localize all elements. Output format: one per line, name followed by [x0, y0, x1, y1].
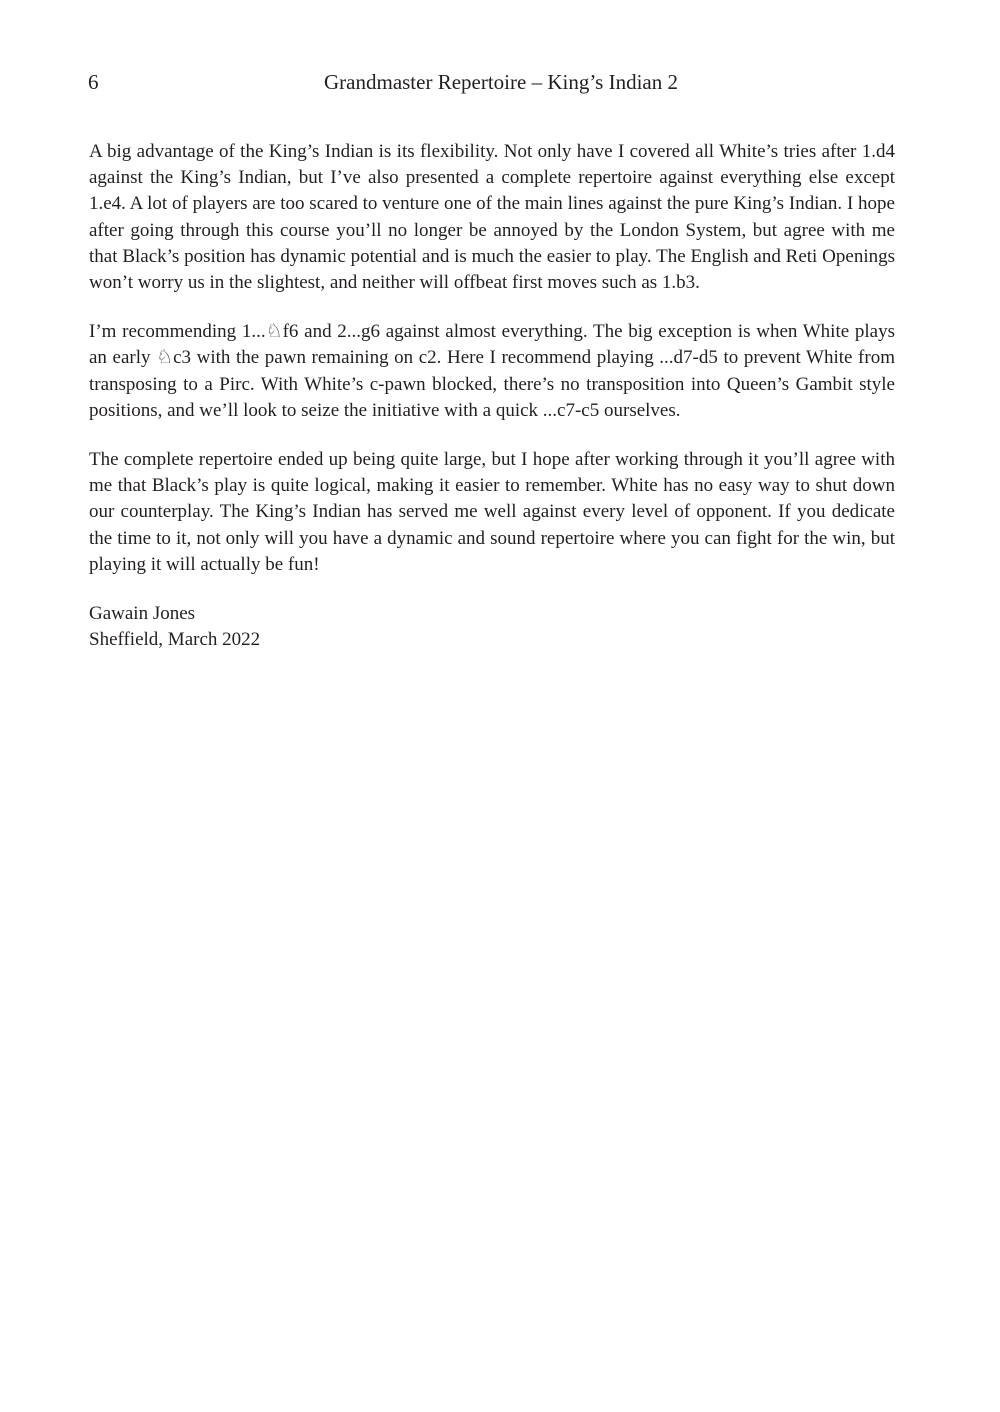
author-name: Gawain Jones [89, 603, 196, 625]
page-header [88, 70, 894, 102]
paragraph-recommendation: I’m recommending 1...♘f6 and 2...g6 against almost everything. The big exception is when White plays an early ♘c3 with the pawn remaining on c2. Here I recommend playing ...d7-d5 to prevent White from transposing to a Pirc. With White’s c-pawn blocked, there’s no transposition into Queen’s Gambit style positions, and we’ll look to seize the initiative with a quick ...c7-c5 ourselves. [89, 321, 895, 421]
paragraph-flexibility: A big advantage of the King’s Indian is its flexibility. Not only have I covered all White’s tries after 1.d4 against the King’s Indian, but I’ve also presented a complete repertoire against everything else except 1.e4. A lot of players are too scared to venture one of the main lines against the pure King’s Indian. I hope after going through this course you’ll no longer be annoyed by the London System, but agree with me that Black’s position has dynamic potential and is much the easier to play. The English and Reti Openings won’t worry us in the slightest, and neither will offbeat first moves such as 1.b3. [89, 141, 895, 294]
body-text [89, 139, 895, 653]
place-date: Sheffield, March 2022 [89, 629, 261, 651]
paragraph-conclusion: The complete repertoire ended up being quite large, but I hope after working through it you’ll agree with me that Black’s play is quite logical, making it easier to remember. White has no easy way to shut down our counterplay. The King’s Indian has served me well against every level of opponent. If you dedicate the time to it, not only will you have a dynamic and sound repertoire where you can fight for the win, but playing it will actually be fun! [89, 449, 895, 575]
running-title: Grandmaster Repertoire – King’s Indian 2 [324, 70, 678, 94]
page-number: 6 [88, 70, 99, 94]
signature [89, 601, 895, 653]
